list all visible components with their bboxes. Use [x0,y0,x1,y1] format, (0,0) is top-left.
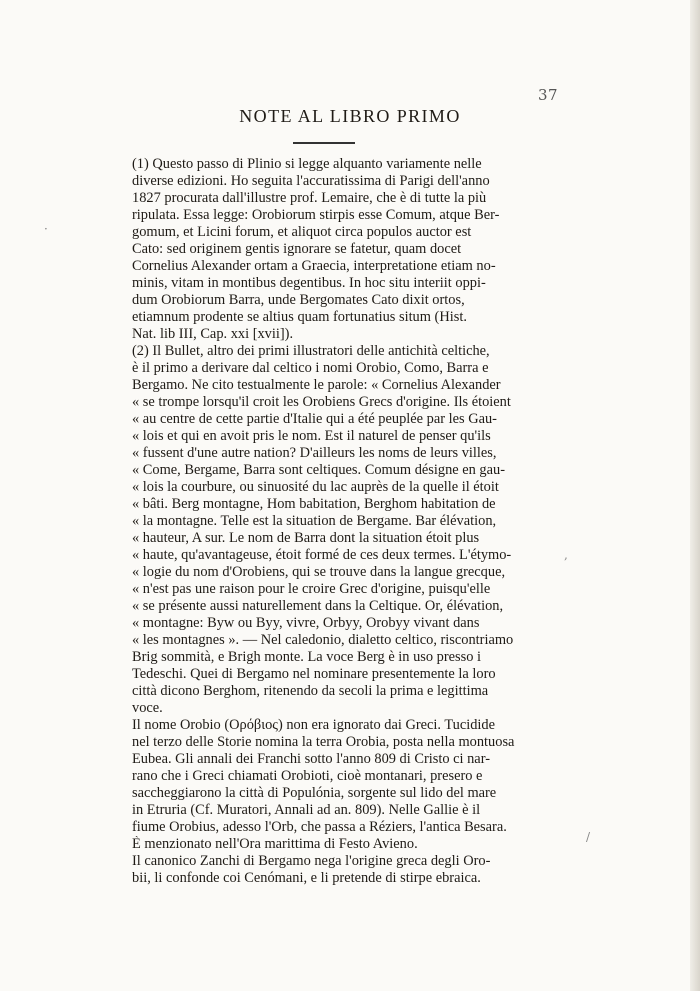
text-line: Brig sommità, e Brigh monte. La voce Berg è in uso presso i [132,649,482,665]
text-line: Eubea. Gli annali dei Franchi sotto l'anno 809 di Cristo ci nar- [132,751,490,767]
text-line: saccheggiarono la città di Populónia, sorgente sul lido del mare [132,785,497,801]
text-line: minis, vitam in montibus degentibus. In hoc situ interiit oppi- [132,275,486,291]
text-line: « hauteur, A sur. Le nom de Barra dont la situation étoit plus [132,530,480,546]
text-line: « fussent d'une autre nation? D'ailleurs les noms de leurs villes, [132,445,497,461]
text-line: Nat. lib III, Cap. xxi [xvii]). [132,326,294,342]
page-number: 37 [538,86,559,104]
text-line: (1) Questo passo di Plinio si legge alquanto variamente nelle [132,156,482,172]
text-line: bii, li confonde coi Cenómani, e li pretende di stirpe ebraica. [132,870,481,886]
text-line: « se présente aussi naturellement dans la Celtique. Or, élévation, [132,598,504,614]
title-rule [293,142,355,144]
paragraph-orobio [108,717,594,853]
text-line: gomum, et Licini forum, et aliquot circa populos auctor est [132,224,472,240]
text-line: Il canonico Zanchi di Bergamo nega l'origine greca degli Oro- [132,853,491,869]
text-line: è il primo a derivare dal celtico i nomi Orobio, Como, Barra e [132,360,489,376]
text-line: diverse edizioni. Ho seguita l'accuratissima di Parigi dell'anno [132,173,490,189]
text-line: « les montagnes ». — Nel caledonio, dialetto celtico, riscontriamo [132,632,514,648]
note-2 [108,343,594,717]
text-line: dum Orobiorum Barra, unde Bergomates Cato dixit ortos, [132,292,465,308]
text-line: ripulata. Essa legge: Orobiorum stirpis esse Comum, atque Ber- [132,207,500,223]
text-line: Tedeschi. Quei di Bergamo nel nominare presentemente la loro [132,666,496,682]
text-line: Cornelius Alexander ortam a Graecia, interpretatione etiam no- [132,258,496,274]
text-line: « la montagne. Telle est la situation de Bergame. Bar élévation, [132,513,497,529]
text-line: Il nome Orobio (Ορόβιος) non era ignorato dai Greci. Tucidide [132,717,495,733]
margin-speck: , [564,548,568,562]
text-line: « se trompe lorsqu'il croit les Orobiens Grecs d'origine. Ils étoient [132,394,511,410]
text-line: « lois et qui en avoit pris le nom. Est il naturel de penser qu'ils [132,428,491,444]
text-line: « bâti. Berg montagne, Hom babitation, Berghom habitation de [132,496,496,512]
margin-speck: / [586,830,591,844]
text-line: voce. [132,700,163,716]
paragraph-zanchi [108,853,594,887]
text-line: « Come, Bergame, Barra sont celtiques. Comum désigne en gau- [132,462,506,478]
section-title: NOTE AL LIBRO PRIMO [239,106,461,126]
text-line: rano che i Greci chiamati Orobioti, cioè montanari, presero e [132,768,483,784]
text-line: « n'est pas une raison pour le croire Grec d'origine, puisqu'elle [132,581,491,597]
text-line: fiume Orobius, adesso l'Orb, che passa a Réziers, l'antica Besara. [132,819,507,835]
text-line: « logie du nom d'Orobiens, qui se trouve dans la langue grecque, [132,564,506,580]
text-line: « montagne: Byw ou Byy, vivre, Orbyy, Orobyy vivant dans [132,615,480,631]
text-line: È menzionato nell'Ora marittima di Festo Avieno. [132,836,418,852]
page-edge [690,0,700,991]
margin-speck: · [44,222,48,236]
note-1 [108,156,594,343]
text-line: « lois la courbure, ou sinuosité du lac auprès de la quelle il étoit [132,479,499,495]
text-line: etiamnum prodente se altius quam fortunatius situm (Hist. [132,309,467,325]
text-line: « au centre de cette partie d'Italie qui a été peuplée par les Gau- [132,411,497,427]
text-line: in Etruria (Cf. Muratori, Annali ad an. 809). Nelle Gallie è il [132,802,481,818]
text-line: Bergamo. Ne cito testualmente le parole: « Cornelius Alexander [132,377,501,393]
text-line: nel terzo delle Storie nomina la terra Orobia, posta nella montuosa [132,734,515,750]
text-line: 1827 procurata dall'illustre prof. Lemaire, che è di tutte la più [132,190,487,206]
text-line: città dicono Berghom, ritenendo da secoli la prima e legittima [132,683,489,699]
text-line: (2) Il Bullet, altro dei primi illustratori delle antichità celtiche, [132,343,490,359]
notes-body [108,156,594,887]
text-line: « haute, qu'avantageuse, étoit formé de ces deux termes. L'étymo- [132,547,512,563]
text-line: Cato: sed originem gentis ignorare se fatetur, quam docet [132,241,462,257]
